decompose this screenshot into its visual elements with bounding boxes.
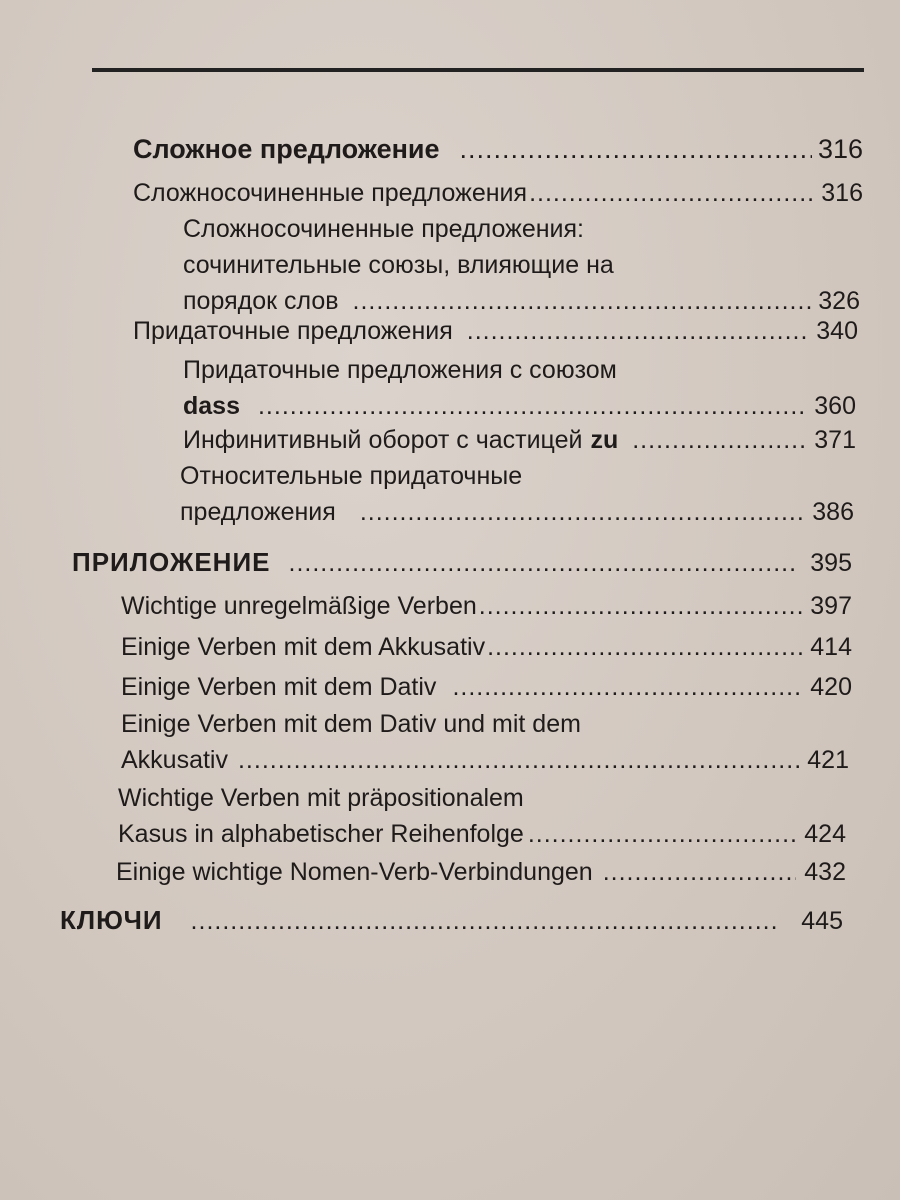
toc-label-line: Kasus in alphabetischer Reihenfolge bbox=[118, 820, 524, 848]
toc-entry-noun-verb[interactable] bbox=[116, 854, 846, 890]
page-number: 371 bbox=[814, 426, 856, 454]
toc-label: Einige Verben mit dem Akkusativ bbox=[121, 633, 486, 661]
leader-dots bbox=[460, 131, 812, 167]
toc-entry-compound-conjunctions[interactable] bbox=[183, 211, 860, 319]
leader-dots bbox=[632, 422, 808, 458]
leader-dots bbox=[289, 545, 797, 581]
toc-label-bold: zu bbox=[590, 426, 619, 454]
leader-dots bbox=[487, 629, 806, 665]
toc-entry-appendix[interactable] bbox=[72, 544, 852, 581]
page-number: 397 bbox=[810, 592, 852, 620]
toc-entry-prepositional[interactable] bbox=[118, 780, 846, 852]
toc-section-label: КЛЮЧИ bbox=[60, 905, 163, 935]
page-number: 360 bbox=[814, 392, 856, 420]
page-number: 414 bbox=[810, 633, 852, 661]
leader-dots bbox=[528, 816, 800, 852]
page-number: 432 bbox=[804, 858, 846, 886]
toc-label-line: предложения bbox=[180, 498, 336, 526]
toc-entry-compound[interactable] bbox=[133, 175, 863, 211]
toc-label-line: Относительные придаточные bbox=[180, 462, 523, 490]
toc-section-label: ПРИЛОЖЕНИЕ bbox=[72, 547, 271, 577]
page-number: 316 bbox=[821, 179, 863, 207]
toc-entry-irregular-verbs[interactable] bbox=[121, 588, 852, 624]
toc-label-line: Придаточные предложения с союзом bbox=[183, 356, 617, 384]
leader-dots bbox=[360, 494, 806, 530]
toc-label-line: Einige Verben mit dem Dativ und mit dem bbox=[121, 710, 581, 738]
toc-label: Инфинитивный оборот с частицей bbox=[183, 426, 583, 454]
toc-label: Einige Verben mit dem Dativ bbox=[121, 673, 437, 701]
leader-dots bbox=[238, 742, 801, 778]
toc-entry-complex-sentence[interactable] bbox=[133, 131, 863, 167]
page-number: 421 bbox=[807, 746, 849, 774]
leader-dots bbox=[603, 854, 797, 890]
toc-label-line: dass bbox=[183, 392, 240, 420]
leader-dots bbox=[258, 388, 808, 424]
leader-dots bbox=[467, 313, 811, 349]
toc-label-line: Wichtige Verben mit präpositionalem bbox=[118, 784, 524, 812]
toc-label-line: порядок слов bbox=[183, 287, 339, 315]
toc-entry-subordinate[interactable] bbox=[133, 313, 858, 349]
toc-label-line: Сложносочиненные предложения: bbox=[183, 215, 585, 243]
page-number: 316 bbox=[817, 134, 863, 164]
page-number: 424 bbox=[804, 820, 846, 848]
toc-entry-keys[interactable] bbox=[60, 902, 843, 939]
toc-label: Wichtige unregelmäßige Verben bbox=[121, 592, 477, 620]
toc-entry-dativ[interactable] bbox=[121, 669, 852, 705]
toc-entry-akkusativ[interactable] bbox=[121, 629, 852, 665]
toc-label: Придаточные предложения bbox=[133, 317, 453, 345]
page-number: 420 bbox=[810, 673, 852, 701]
toc-entry-relative[interactable] bbox=[180, 458, 854, 530]
page-number: 340 bbox=[816, 317, 858, 345]
leader-dots bbox=[452, 669, 804, 705]
page-number: 386 bbox=[812, 498, 854, 526]
page-number: 445 bbox=[801, 907, 843, 935]
toc-entry-subordinate-dass[interactable] bbox=[183, 352, 856, 424]
toc-label-line: сочинительные союзы, влияющие на bbox=[183, 251, 614, 279]
toc-entry-infinitive[interactable] bbox=[183, 422, 856, 458]
leader-dots bbox=[191, 903, 780, 939]
toc-label: Сложносочиненные предложения bbox=[133, 179, 528, 207]
page-number: 395 bbox=[810, 549, 852, 577]
leader-dots bbox=[479, 588, 807, 624]
toc-label: Einige wichtige Nomen-Verb-Verbindungen bbox=[116, 858, 593, 886]
toc-label: Сложное предложение bbox=[133, 134, 440, 164]
leader-dots bbox=[529, 175, 817, 211]
toc-label-line: Akkusativ bbox=[121, 746, 228, 774]
toc-entry-dativ-akkusativ[interactable] bbox=[121, 706, 849, 778]
page-number: 326 bbox=[818, 287, 860, 315]
